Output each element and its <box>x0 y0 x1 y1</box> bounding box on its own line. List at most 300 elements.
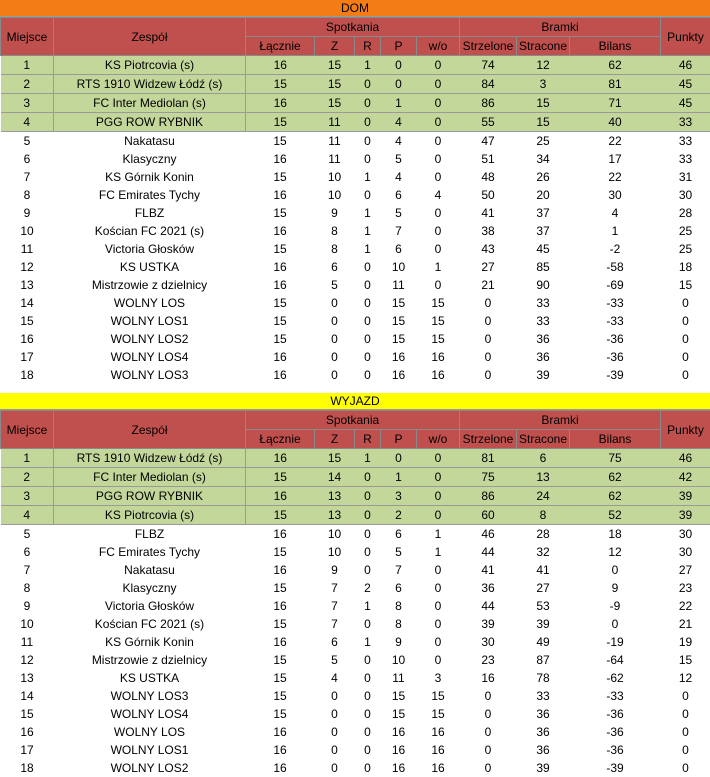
col-header-punkty: Punkty <box>661 411 710 449</box>
cell-miejsce: 1 <box>1 449 54 468</box>
cell-p: 15 <box>381 687 417 705</box>
cell-stracone: 45 <box>517 240 570 258</box>
col-header-bramki: Bramki <box>460 18 661 37</box>
cell-zespol: FC Inter Mediolan (s) <box>54 94 246 113</box>
table-row <box>1 276 710 294</box>
cell-z: 8 <box>315 222 355 240</box>
cell-strzelone: 44 <box>460 597 517 615</box>
cell-r: 0 <box>355 312 381 330</box>
cell-r: 1 <box>355 222 381 240</box>
cell-punkty: 25 <box>661 240 710 258</box>
cell-wo: 0 <box>417 276 460 294</box>
cell-wo: 15 <box>417 312 460 330</box>
cell-lacznie: 16 <box>246 258 315 276</box>
cell-lacznie: 15 <box>246 543 315 561</box>
cell-lacznie: 15 <box>246 651 315 669</box>
cell-miejsce: 17 <box>1 741 54 759</box>
cell-punkty: 15 <box>661 651 710 669</box>
col-header-strzelone: Strzelone <box>460 37 517 56</box>
col-header-punkty: Punkty <box>661 18 710 56</box>
cell-r: 0 <box>355 348 381 366</box>
cell-miejsce: 8 <box>1 186 54 204</box>
cell-strzelone: 0 <box>460 741 517 759</box>
table-row <box>1 561 710 579</box>
table-row <box>1 240 710 258</box>
cell-lacznie: 15 <box>246 204 315 222</box>
cell-zespol: Victoria Głosków <box>54 240 246 258</box>
cell-p: 16 <box>381 348 417 366</box>
cell-r: 0 <box>355 561 381 579</box>
cell-strzelone: 0 <box>460 312 517 330</box>
table-row <box>1 204 710 222</box>
cell-p: 0 <box>381 56 417 75</box>
cell-zespol: PGG ROW RYBNIK <box>54 113 246 132</box>
cell-bilans: 1 <box>570 222 661 240</box>
cell-zespol: WOLNY LOS <box>54 294 246 312</box>
cell-punkty: 45 <box>661 75 710 94</box>
cell-z: 10 <box>315 525 355 544</box>
cell-lacznie: 16 <box>246 366 315 384</box>
cell-miejsce: 1 <box>1 56 54 75</box>
cell-r: 0 <box>355 506 381 525</box>
col-header-bilans: Bilans <box>570 37 661 56</box>
home-standings-banner: DOM <box>0 0 710 17</box>
cell-lacznie: 16 <box>246 222 315 240</box>
table-row <box>1 687 710 705</box>
cell-stracone: 36 <box>517 705 570 723</box>
cell-lacznie: 16 <box>246 525 315 544</box>
cell-punkty: 31 <box>661 168 710 186</box>
cell-p: 7 <box>381 561 417 579</box>
cell-punkty: 23 <box>661 579 710 597</box>
cell-lacznie: 16 <box>246 633 315 651</box>
cell-strzelone: 50 <box>460 186 517 204</box>
cell-z: 0 <box>315 366 355 384</box>
cell-r: 0 <box>355 543 381 561</box>
cell-wo: 0 <box>417 468 460 487</box>
cell-zespol: WOLNY LOS4 <box>54 705 246 723</box>
cell-z: 15 <box>315 56 355 75</box>
cell-p: 4 <box>381 132 417 151</box>
cell-z: 5 <box>315 276 355 294</box>
col-header-miejsce: Miejsce <box>1 411 54 449</box>
cell-zespol: FLBZ <box>54 525 246 544</box>
table-row <box>1 94 710 113</box>
cell-strzelone: 36 <box>460 579 517 597</box>
cell-strzelone: 86 <box>460 487 517 506</box>
cell-z: 15 <box>315 75 355 94</box>
cell-punkty: 25 <box>661 222 710 240</box>
col-header-lacznie: Łącznie <box>246 430 315 449</box>
cell-punkty: 39 <box>661 506 710 525</box>
cell-miejsce: 10 <box>1 615 54 633</box>
cell-miejsce: 5 <box>1 525 54 544</box>
cell-stracone: 12 <box>517 56 570 75</box>
col-header-r: R <box>355 430 381 449</box>
cell-p: 1 <box>381 94 417 113</box>
cell-z: 0 <box>315 705 355 723</box>
cell-r: 0 <box>355 759 381 777</box>
cell-zespol: KS Górnik Konin <box>54 168 246 186</box>
cell-z: 0 <box>315 741 355 759</box>
table-row <box>1 348 710 366</box>
cell-p: 0 <box>381 449 417 468</box>
cell-stracone: 53 <box>517 597 570 615</box>
cell-p: 15 <box>381 705 417 723</box>
cell-stracone: 15 <box>517 94 570 113</box>
cell-miejsce: 15 <box>1 705 54 723</box>
cell-stracone: 39 <box>517 366 570 384</box>
cell-p: 4 <box>381 113 417 132</box>
cell-lacznie: 15 <box>246 312 315 330</box>
cell-z: 7 <box>315 579 355 597</box>
col-header-p: P <box>381 37 417 56</box>
cell-stracone: 3 <box>517 75 570 94</box>
table-row <box>1 222 710 240</box>
cell-punkty: 30 <box>661 186 710 204</box>
cell-wo: 0 <box>417 56 460 75</box>
cell-lacznie: 16 <box>246 723 315 741</box>
table-row <box>1 150 710 168</box>
cell-punkty: 0 <box>661 705 710 723</box>
cell-bilans: -36 <box>570 723 661 741</box>
cell-zespol: KS USTKA <box>54 669 246 687</box>
cell-miejsce: 16 <box>1 723 54 741</box>
cell-z: 0 <box>315 723 355 741</box>
cell-p: 5 <box>381 543 417 561</box>
cell-r: 1 <box>355 449 381 468</box>
cell-p: 0 <box>381 75 417 94</box>
cell-punkty: 30 <box>661 525 710 544</box>
cell-wo: 0 <box>417 240 460 258</box>
col-header-stracone: Stracone <box>517 37 570 56</box>
cell-miejsce: 12 <box>1 258 54 276</box>
cell-miejsce: 2 <box>1 468 54 487</box>
cell-r: 0 <box>355 258 381 276</box>
cell-punkty: 0 <box>661 294 710 312</box>
cell-stracone: 33 <box>517 294 570 312</box>
cell-p: 11 <box>381 669 417 687</box>
away-standings-banner: WYJAZD <box>0 393 710 410</box>
cell-miejsce: 17 <box>1 348 54 366</box>
cell-r: 0 <box>355 294 381 312</box>
cell-lacznie: 15 <box>246 669 315 687</box>
cell-strzelone: 23 <box>460 651 517 669</box>
cell-strzelone: 81 <box>460 449 517 468</box>
cell-lacznie: 15 <box>246 240 315 258</box>
cell-wo: 0 <box>417 633 460 651</box>
away-standings-table <box>0 410 710 777</box>
cell-zespol: KS Piotrcovia (s) <box>54 506 246 525</box>
cell-p: 8 <box>381 597 417 615</box>
cell-zespol: FC Emirates Tychy <box>54 543 246 561</box>
cell-stracone: 39 <box>517 759 570 777</box>
table-row <box>1 487 710 506</box>
cell-miejsce: 13 <box>1 669 54 687</box>
cell-stracone: 6 <box>517 449 570 468</box>
cell-p: 6 <box>381 525 417 544</box>
cell-strzelone: 47 <box>460 132 517 151</box>
cell-wo: 0 <box>417 168 460 186</box>
cell-p: 16 <box>381 759 417 777</box>
cell-wo: 0 <box>417 449 460 468</box>
cell-strzelone: 51 <box>460 150 517 168</box>
col-header-spotkania: Spotkania <box>246 411 460 430</box>
cell-strzelone: 38 <box>460 222 517 240</box>
cell-p: 15 <box>381 330 417 348</box>
cell-p: 6 <box>381 579 417 597</box>
cell-punkty: 21 <box>661 615 710 633</box>
cell-r: 0 <box>355 487 381 506</box>
cell-lacznie: 16 <box>246 56 315 75</box>
cell-r: 1 <box>355 597 381 615</box>
cell-p: 16 <box>381 723 417 741</box>
table-row <box>1 597 710 615</box>
cell-miejsce: 14 <box>1 294 54 312</box>
cell-lacznie: 15 <box>246 168 315 186</box>
cell-p: 10 <box>381 258 417 276</box>
cell-strzelone: 43 <box>460 240 517 258</box>
col-header-stracone: Stracone <box>517 430 570 449</box>
cell-zespol: FC Inter Mediolan (s) <box>54 468 246 487</box>
cell-miejsce: 12 <box>1 651 54 669</box>
col-header-p: P <box>381 430 417 449</box>
cell-wo: 0 <box>417 506 460 525</box>
cell-strzelone: 75 <box>460 468 517 487</box>
table-row <box>1 669 710 687</box>
cell-zespol: Mistrzowie z dzielnicy <box>54 651 246 669</box>
cell-lacznie: 16 <box>246 759 315 777</box>
cell-miejsce: 6 <box>1 543 54 561</box>
cell-bilans: -39 <box>570 759 661 777</box>
away-standings-section <box>0 393 710 777</box>
table-row <box>1 705 710 723</box>
cell-z: 0 <box>315 348 355 366</box>
cell-z: 13 <box>315 487 355 506</box>
cell-stracone: 85 <box>517 258 570 276</box>
cell-bilans: -58 <box>570 258 661 276</box>
col-header-r: R <box>355 37 381 56</box>
cell-wo: 16 <box>417 741 460 759</box>
cell-miejsce: 8 <box>1 579 54 597</box>
col-header-zespol: Zespół <box>54 18 246 56</box>
cell-r: 1 <box>355 633 381 651</box>
cell-strzelone: 84 <box>460 75 517 94</box>
cell-miejsce: 6 <box>1 150 54 168</box>
cell-lacznie: 16 <box>246 449 315 468</box>
table-row <box>1 543 710 561</box>
home-standings-section <box>0 0 710 384</box>
cell-bilans: 40 <box>570 113 661 132</box>
cell-strzelone: 39 <box>460 615 517 633</box>
cell-r: 0 <box>355 150 381 168</box>
cell-p: 1 <box>381 468 417 487</box>
cell-bilans: -39 <box>570 366 661 384</box>
table-row <box>1 113 710 132</box>
cell-zespol: WOLNY LOS3 <box>54 687 246 705</box>
cell-bilans: 4 <box>570 204 661 222</box>
cell-strzelone: 0 <box>460 330 517 348</box>
cell-bilans: -9 <box>570 597 661 615</box>
cell-zespol: KS Piotrcovia (s) <box>54 56 246 75</box>
cell-miejsce: 9 <box>1 597 54 615</box>
cell-punkty: 45 <box>661 94 710 113</box>
cell-lacznie: 15 <box>246 330 315 348</box>
cell-punkty: 15 <box>661 276 710 294</box>
cell-wo: 0 <box>417 222 460 240</box>
cell-zespol: WOLNY LOS <box>54 723 246 741</box>
cell-bilans: 22 <box>570 132 661 151</box>
cell-r: 0 <box>355 468 381 487</box>
cell-p: 8 <box>381 615 417 633</box>
cell-r: 1 <box>355 168 381 186</box>
cell-stracone: 78 <box>517 669 570 687</box>
cell-stracone: 36 <box>517 330 570 348</box>
cell-r: 1 <box>355 240 381 258</box>
cell-stracone: 20 <box>517 186 570 204</box>
cell-p: 15 <box>381 312 417 330</box>
table-row <box>1 741 710 759</box>
cell-p: 5 <box>381 204 417 222</box>
away-standings-body <box>1 449 710 777</box>
cell-r: 0 <box>355 186 381 204</box>
cell-z: 0 <box>315 312 355 330</box>
cell-lacznie: 15 <box>246 294 315 312</box>
cell-zespol: WOLNY LOS1 <box>54 312 246 330</box>
cell-wo: 0 <box>417 75 460 94</box>
cell-zespol: PGG ROW RYBNIK <box>54 487 246 506</box>
cell-miejsce: 14 <box>1 687 54 705</box>
col-header-strzelone: Strzelone <box>460 430 517 449</box>
cell-wo: 16 <box>417 366 460 384</box>
cell-punkty: 27 <box>661 561 710 579</box>
cell-wo: 15 <box>417 330 460 348</box>
cell-p: 2 <box>381 506 417 525</box>
cell-bilans: 62 <box>570 56 661 75</box>
cell-r: 0 <box>355 705 381 723</box>
cell-bilans: 62 <box>570 487 661 506</box>
cell-r: 0 <box>355 741 381 759</box>
cell-wo: 0 <box>417 204 460 222</box>
cell-bilans: 52 <box>570 506 661 525</box>
cell-stracone: 25 <box>517 132 570 151</box>
cell-stracone: 49 <box>517 633 570 651</box>
cell-strzelone: 46 <box>460 525 517 544</box>
cell-p: 10 <box>381 651 417 669</box>
cell-lacznie: 16 <box>246 94 315 113</box>
cell-punkty: 33 <box>661 150 710 168</box>
table-row <box>1 330 710 348</box>
cell-punkty: 46 <box>661 449 710 468</box>
cell-stracone: 37 <box>517 222 570 240</box>
cell-stracone: 36 <box>517 741 570 759</box>
cell-z: 0 <box>315 294 355 312</box>
cell-bilans: 18 <box>570 525 661 544</box>
col-header-wo: w/o <box>417 430 460 449</box>
cell-miejsce: 11 <box>1 240 54 258</box>
table-row <box>1 132 710 151</box>
cell-strzelone: 41 <box>460 204 517 222</box>
cell-strzelone: 41 <box>460 561 517 579</box>
cell-bilans: -19 <box>570 633 661 651</box>
cell-strzelone: 27 <box>460 258 517 276</box>
table-row <box>1 759 710 777</box>
cell-lacznie: 15 <box>246 132 315 151</box>
cell-zespol: Kościan FC 2021 (s) <box>54 615 246 633</box>
cell-r: 0 <box>355 132 381 151</box>
cell-punkty: 0 <box>661 723 710 741</box>
cell-punkty: 30 <box>661 543 710 561</box>
cell-lacznie: 15 <box>246 579 315 597</box>
table-row <box>1 449 710 468</box>
cell-z: 11 <box>315 150 355 168</box>
cell-z: 6 <box>315 258 355 276</box>
col-header-miejsce: Miejsce <box>1 18 54 56</box>
cell-wo: 16 <box>417 348 460 366</box>
cell-miejsce: 9 <box>1 204 54 222</box>
cell-punkty: 18 <box>661 258 710 276</box>
cell-miejsce: 18 <box>1 366 54 384</box>
cell-z: 13 <box>315 506 355 525</box>
cell-strzelone: 0 <box>460 294 517 312</box>
cell-stracone: 32 <box>517 543 570 561</box>
cell-lacznie: 16 <box>246 150 315 168</box>
cell-zespol: Kościan FC 2021 (s) <box>54 222 246 240</box>
cell-p: 15 <box>381 294 417 312</box>
cell-bilans: 22 <box>570 168 661 186</box>
col-header-wo: w/o <box>417 37 460 56</box>
cell-lacznie: 15 <box>246 687 315 705</box>
cell-wo: 0 <box>417 150 460 168</box>
cell-stracone: 15 <box>517 113 570 132</box>
cell-bilans: 71 <box>570 94 661 113</box>
cell-stracone: 36 <box>517 348 570 366</box>
cell-punkty: 19 <box>661 633 710 651</box>
cell-stracone: 33 <box>517 687 570 705</box>
cell-stracone: 28 <box>517 525 570 544</box>
cell-z: 0 <box>315 759 355 777</box>
table-row <box>1 75 710 94</box>
cell-lacznie: 16 <box>246 186 315 204</box>
cell-punkty: 0 <box>661 312 710 330</box>
cell-p: 16 <box>381 366 417 384</box>
cell-bilans: -69 <box>570 276 661 294</box>
cell-r: 1 <box>355 56 381 75</box>
cell-strzelone: 44 <box>460 543 517 561</box>
table-row <box>1 525 710 544</box>
cell-zespol: Klasyczny <box>54 150 246 168</box>
cell-wo: 0 <box>417 487 460 506</box>
cell-zespol: Klasyczny <box>54 579 246 597</box>
cell-zespol: KS Górnik Konin <box>54 633 246 651</box>
cell-punkty: 12 <box>661 669 710 687</box>
cell-zespol: WOLNY LOS4 <box>54 348 246 366</box>
cell-z: 11 <box>315 132 355 151</box>
cell-zespol: RTS 1910 Widzew Łódź (s) <box>54 75 246 94</box>
cell-strzelone: 16 <box>460 669 517 687</box>
cell-strzelone: 0 <box>460 366 517 384</box>
cell-zespol: WOLNY LOS2 <box>54 759 246 777</box>
cell-miejsce: 18 <box>1 759 54 777</box>
cell-wo: 0 <box>417 597 460 615</box>
table-row <box>1 312 710 330</box>
col-header-z: Z <box>315 37 355 56</box>
cell-p: 16 <box>381 741 417 759</box>
cell-zespol: Nakatasu <box>54 561 246 579</box>
cell-wo: 4 <box>417 186 460 204</box>
cell-p: 3 <box>381 487 417 506</box>
cell-bilans: -33 <box>570 294 661 312</box>
